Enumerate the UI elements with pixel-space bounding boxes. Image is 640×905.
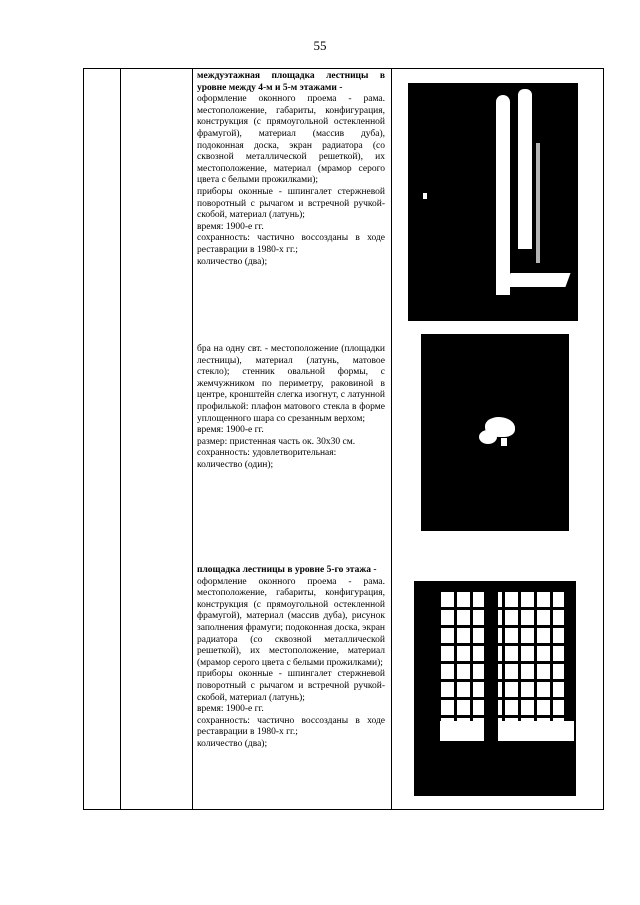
entry-line: сохранность: удовлетворительная:: [197, 448, 337, 459]
entry-line: размер: пристенная часть ок. 30х30 см.: [197, 436, 356, 447]
entry-line: количество (один);: [197, 459, 274, 470]
entry-line: оформление оконного проема - рама. местоположение, габариты, конфигурация, конструкция (с прямоугольной остекленной фрамугой), материал (массив дуба), подоконная доска, экран радиатора (со сквозной металлической решеткой), их местоположение, материал (мрамор серого цвета с белыми прожилками);: [197, 94, 385, 186]
entry-line: бра на одну свт. - местоположение (площадки лестницы), материал (латунь, матовое стекло); стенник овальной формы, с жемчужником по периметру, раковиной в центре, кронштейн слегка изогнут, с латунной профилькой: плафон матового стекла в форме уплощенного шара со срезанным верхом;: [197, 344, 385, 424]
entry-line: время: 1900-е гг.: [197, 704, 264, 715]
sconce-photo: [421, 334, 569, 531]
entry-line: приборы оконные - шпингалет стержневой поворотный с рычагом и встречной ручкой-скобой, материал (латунь);: [197, 669, 385, 703]
column-divider-1: [120, 69, 121, 809]
entry-line: оформление оконного проема - рама. местоположение, габариты, конфигурация, конструкция (с прямоугольной остекленной фрамугой), материал (массив дуба), рисунок заполнения фрамуги; подоконная доска, экран радиатора (со сквозной металлической решеткой), их местоположение, материал (мрамор серого цвета с белыми прожилками);: [197, 576, 385, 668]
entry-sconce: [197, 344, 385, 472]
window-photo: [408, 83, 578, 321]
entry-line: приборы оконные - шпингалет стержневой поворотный с рычагом и встречной ручкой-скобой, материал (латунь);: [197, 186, 385, 221]
entry-line: время: 1900-е гг.: [197, 425, 264, 436]
entry-line: количество (два);: [197, 256, 268, 267]
page-number: 55: [313, 38, 327, 53]
entry-line: сохранность: частично воссозданы в ходе реставрации в 1980-х гг.;: [197, 715, 385, 738]
entry-line: время: 1900-е гг.: [197, 221, 264, 232]
entry-line: количество (два);: [197, 738, 268, 749]
entry-line: сохранность: частично воссозданы в ходе реставрации в 1980-х гг.;: [197, 233, 385, 255]
entry-title: междуэтажная площадка лестницы в уровне между 4-м и 5-м этажами -: [197, 71, 385, 93]
object-table: [83, 68, 604, 810]
column-divider-3: [391, 69, 392, 809]
entry-landing-4-5: [197, 71, 385, 268]
column-divider-2: [192, 69, 193, 809]
window-grid-photo: [414, 581, 576, 796]
entry-title: площадка лестницы в уровне 5-го этажа -: [197, 565, 377, 575]
entry-landing-5: [197, 565, 385, 751]
